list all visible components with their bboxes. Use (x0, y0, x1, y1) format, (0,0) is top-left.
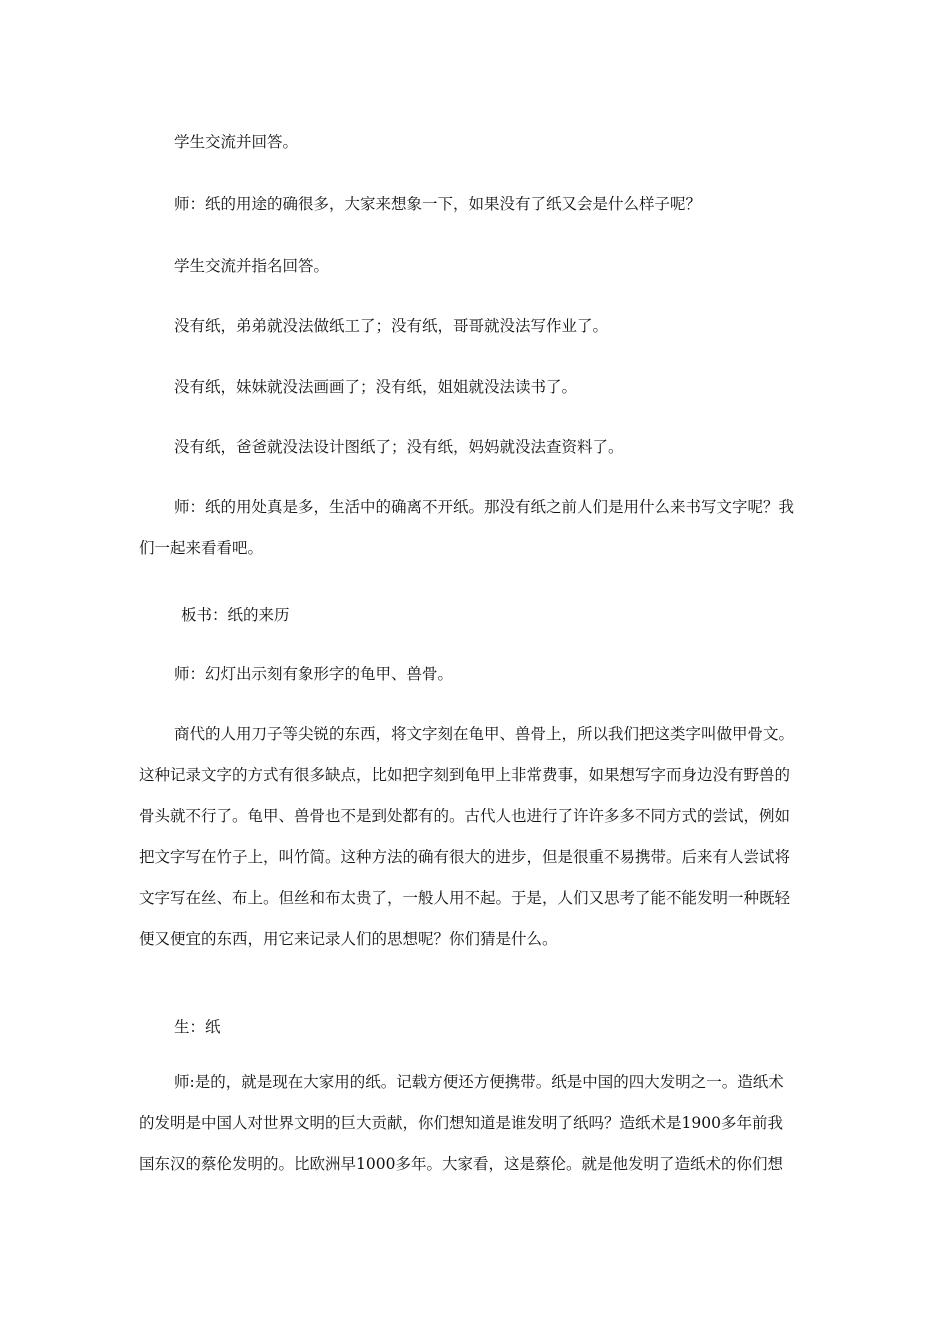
text-line: 这种记录文字的方式有很多缺点，比如把字刻到龟甲上非常费事，如果想写字而身边没有野兽的 (139, 766, 791, 784)
paragraph-history (139, 724, 819, 949)
paragraph-no-paper-brother: 没有纸，弟弟就没法做纸工了；没有纸，哥哥就没法写作业了。 (174, 317, 609, 335)
blackboard-heading: 板书：纸的来历 (181, 606, 290, 624)
text-line: 骨头就不行了。龟甲、兽骨也不是到处都有的。古代人也进行了许许多多不同方式的尝试，例如 (139, 807, 791, 825)
text-line: 师:是的，就是现在大家用的纸。记载方便还方便携带。纸是中国的四大发明之一。造纸术 (174, 1073, 784, 1091)
paragraph-students-named-answer: 学生交流并指名回答。 (174, 257, 330, 275)
text-line: 国东汉的蔡伦发明的。比欧洲早1000多年。大家看，这是蔡伦。就是他发明了造纸术的你们想 (139, 1155, 783, 1173)
paragraph-no-paper-sister: 没有纸，妹妹就没法画画了；没有纸，姐姐就没法读书了。 (174, 378, 578, 396)
paragraph-teacher-question (139, 497, 819, 558)
paragraph-students-answer: 学生交流并回答。 (174, 133, 299, 151)
text-line: 商代的人用刀子等尖锐的东西，将文字刻在龟甲、兽骨上，所以我们把这类字叫做甲骨文。 (174, 725, 795, 743)
paragraph-no-paper-parents: 没有纸，爸爸就没法设计图纸了；没有纸，妈妈就没法查资料了。 (174, 438, 624, 456)
paragraph-slide: 师：幻灯出示刻有象形字的龟甲、兽骨。 (174, 665, 454, 683)
paragraph-teacher-final (139, 1072, 819, 1174)
paragraph-teacher-imagine: 师：纸的用途的确很多，大家来想象一下，如果没有了纸又会是什么样子呢？ (174, 195, 702, 213)
paragraph-student-answer: 生：纸 (174, 1018, 221, 1036)
text-line: 便又便宜的东西，用它来记录人们的思想呢？你们猜是什么。 (139, 930, 558, 948)
text-line: 文字写在丝、布上。但丝和布太贵了，一般人用不起。于是，人们又思考了能不能发明一种既轻 (139, 889, 791, 907)
text-line: 的发明是中国人对世界文明的巨大贡献，你们想知道是谁发明了纸吗？造纸术是1900多年前我 (139, 1114, 783, 1132)
text-line: 把文字写在竹子上，叫竹简。这种方法的确有很大的进步，但是很重不易携带。后来有人尝试将 (139, 848, 791, 866)
text-line: 师：纸的用处真是多，生活中的确离不开纸。那没有纸之前人们是用什么来书写文字呢？我 (174, 498, 795, 516)
text-line: 们一起来看看吧。 (139, 539, 264, 557)
